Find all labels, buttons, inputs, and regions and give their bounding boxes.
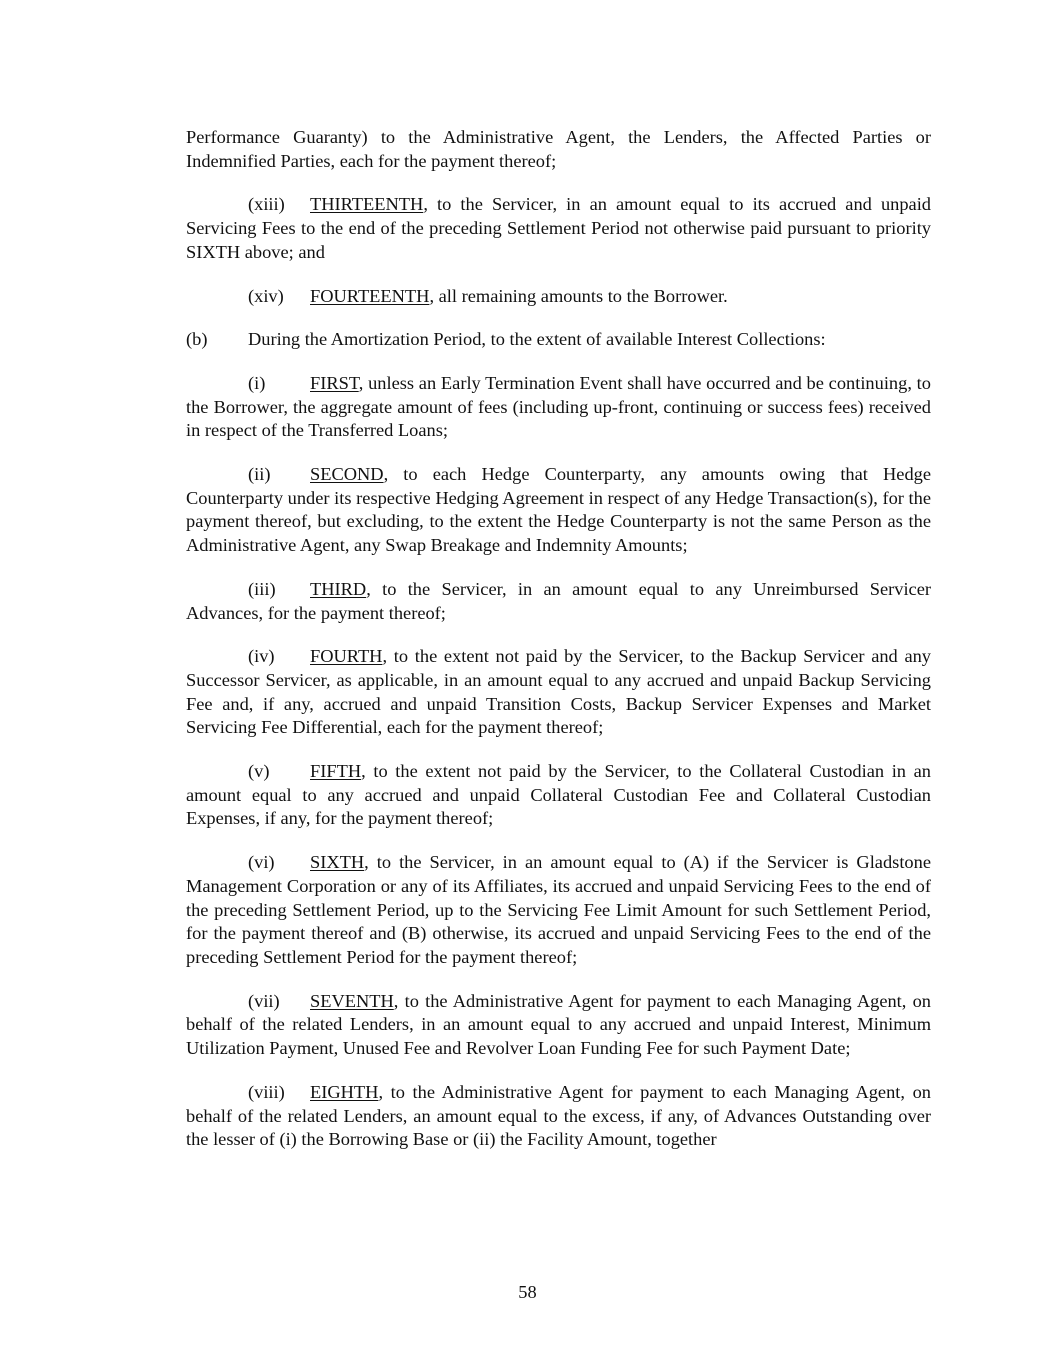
priority-item-v	[186, 760, 931, 831]
priority-item-iii	[186, 578, 931, 625]
item-keyword: FIRST	[310, 372, 359, 393]
item-keyword: FIFTH	[310, 761, 362, 782]
continuation-paragraph: Performance Guaranty) to the Administrative Agent, the Lenders, the Affected Parties or Indemnified Parties, each for the payment thereof;	[186, 127, 931, 171]
item-number: (v)	[248, 761, 270, 782]
priority-item-i	[186, 372, 931, 443]
priority-item-vii	[186, 990, 931, 1061]
item-text: , to the Servicer, in an amount equal to any Unreimbursed Servicer Advances, for the payment thereof;	[186, 578, 931, 623]
item-keyword: EIGHTH	[310, 1081, 379, 1102]
item-text: , to the Servicer, in an amount equal to (A) if the Servicer is Gladstone Management Corporation or any of its Affiliates, its accrued and unpaid Servicing Fees to the end of the preceding Settlement Period, up to the Servicing Fee Limit Amount for such Settlement Period, for the payment thereof and (B) otherwise, its accrued and unpaid Servicing Fees to the end of the preceding Settlement Period for the payment thereof;	[186, 852, 931, 967]
item-number: (vii)	[248, 990, 280, 1011]
priority-item-iv	[186, 645, 931, 740]
priority-item-viii	[186, 1081, 931, 1152]
item-keyword: THIRD	[310, 578, 367, 599]
section-b-heading	[186, 328, 931, 352]
item-keyword: FOURTEENTH	[310, 285, 430, 306]
item-text: , to the extent not paid by the Servicer, to the Collateral Custodian in an amount equal to any accrued and unpaid Collateral Custodian Fee and Collateral Custodian Expenses, if any, for the payment thereof;	[186, 761, 931, 829]
item-number: (ii)	[248, 464, 271, 485]
item-number: (i)	[248, 372, 266, 393]
item-text: , to the Administrative Agent for payment to each Managing Agent, on behalf of the related Lenders, in an amount equal to any accrued and unpaid Interest, Minimum Utilization Payment, Unused Fee and Revolver Loan Funding Fee for such Payment Date;	[186, 990, 931, 1059]
item-text: , all remaining amounts to the Borrower.	[429, 285, 728, 306]
item-number: (iii)	[248, 578, 276, 599]
item-keyword: FOURTH	[310, 646, 383, 667]
item-text: , to the extent not paid by the Servicer, to the Backup Servicer and any Successor Servicer, as applicable, in an amount equal to any accrued and unpaid Backup Servicing Fee and, if any, accrued and unpaid Transition Costs, Backup Servicer Expenses and Market Servicing Fee Differential, each for the payment thereof;	[186, 646, 931, 738]
section-b-text: During the Amortization Period, to the extent of available Interest Collections:	[248, 329, 826, 350]
item-text: , to each Hedge Counterparty, any amounts owing that Hedge Counterparty under its respective Hedging Agreement in respect of any Hedge Transaction(s), for the payment thereof, but excluding, to the extent the Hedge Counterparty is not the same Person as the Administrative Agent, any Swap Breakage and Indemnity Amounts;	[186, 464, 931, 556]
item-text: , to the Administrative Agent for payment to each Managing Agent, on behalf of the related Lenders, an amount equal to the excess, if any, of Advances Outstanding over the lesser of (i) the Borrowing Base or (ii) the Facility Amount, together	[186, 1081, 931, 1150]
item-number: (vi)	[248, 852, 275, 873]
item-text: , to the Servicer, in an amount equal to its accrued and unpaid Servicing Fees to the end of the preceding Settlement Period not otherwise paid pursuant to priority SIXTH above; and	[186, 194, 931, 262]
item-text: , unless an Early Termination Event shall have occurred and be continuing, to the Borrower, the aggregate amount of fees (including up-front, continuing or success fees) received in respect of the Transferred Loans;	[186, 372, 931, 441]
item-number: (iv)	[248, 646, 275, 667]
item-keyword: SEVENTH	[310, 990, 394, 1011]
priority-item-ii	[186, 463, 931, 558]
item-number: (xiv)	[248, 285, 284, 306]
item-keyword: SECOND	[310, 464, 384, 485]
priority-item-vi	[186, 851, 931, 970]
document-page	[186, 126, 931, 1172]
priority-item-xiii	[186, 193, 931, 264]
page-number: 58	[518, 1282, 537, 1302]
item-number: (viii)	[248, 1081, 285, 1102]
item-keyword: SIXTH	[310, 852, 365, 873]
item-keyword: THIRTEENTH	[310, 194, 424, 215]
item-number: (xiii)	[248, 194, 285, 215]
section-b-label: (b)	[186, 329, 208, 350]
priority-item-xiv	[186, 285, 931, 309]
